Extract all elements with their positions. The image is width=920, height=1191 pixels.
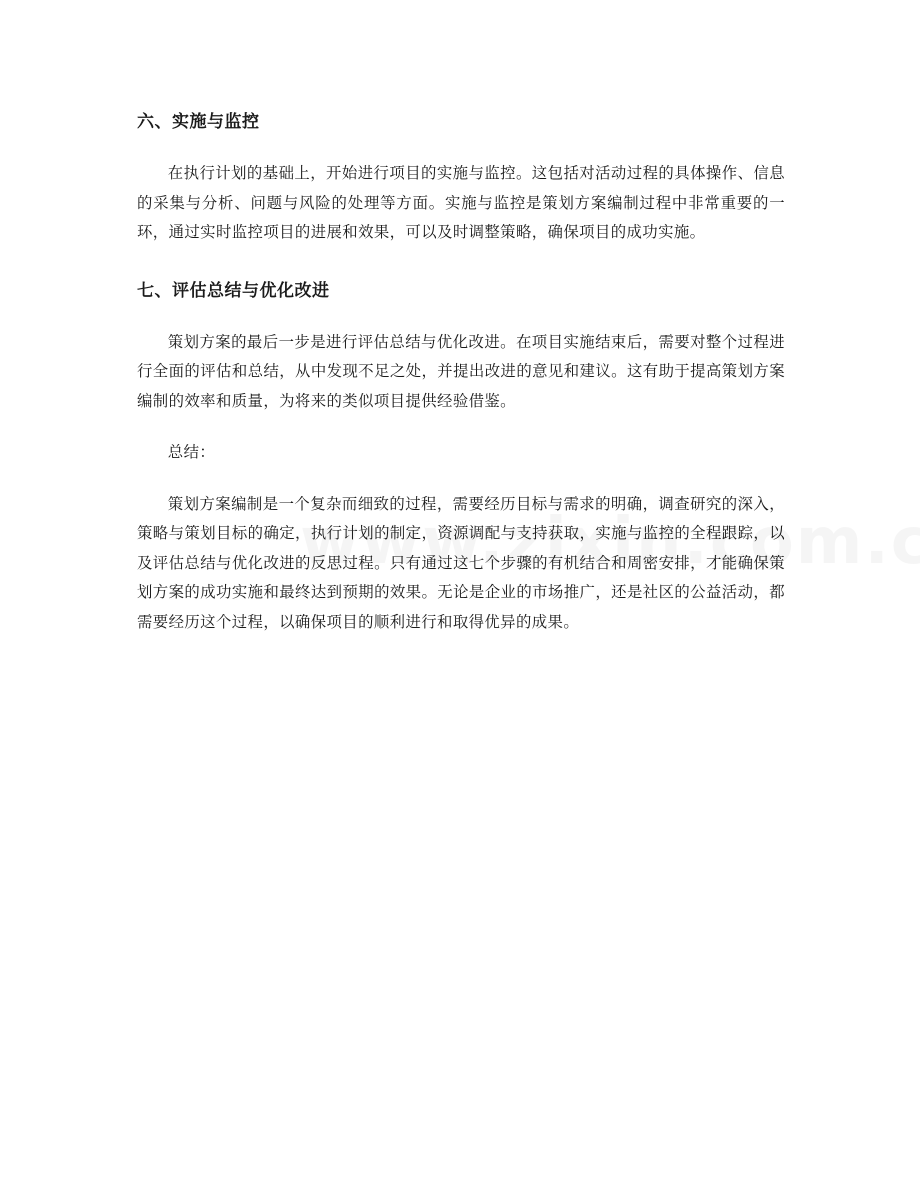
section-paragraph-implementation: 在执行计划的基础上，开始进行项目的实施与监控。这包括对活动过程的具体操作、信息的采集与分析、问题与风险的处理等方面。实施与监控是策划方案编制过程中非常重要的一环，通过实时监控项目的进展和效果，可以及时调整策略，确保项目的成功实施。 [137, 164, 785, 241]
summary-paragraph: 策划方案编制是一个复杂而细致的过程，需要经历目标与需求的明确，调查研究的深入，策略与策划目标的确定，执行计划的制定，资源调配与支持获取，实施与监控的全程跟踪，以及评估总结与优化改进的反思过程。只有通过这七个步骤的有机结合和周密安排，才能确保策划方案的成功实施和最终达到预期的效果。无论是企业的市场推广，还是社区的公益活动，都需要经历这个过程，以确保项目的顺利进行和取得优异的成果。 [137, 494, 785, 631]
section-heading-implementation: 六、实施与监控 [137, 112, 260, 132]
section-heading-evaluation: 七、评估总结与优化改进 [137, 280, 330, 301]
summary-label: 总结： [167, 443, 216, 461]
document-content [137, 108, 785, 637]
section-paragraph-evaluation: 策划方案的最后一步是进行评估总结与优化改进。在项目实施结束后，需要对整个过程进行全面的评估和总结，从中发现不足之处，并提出改进的意见和建议。这有助于提高策划方案编制的效率和质量，为将来的类似项目提供经验借鉴。 [137, 332, 785, 410]
